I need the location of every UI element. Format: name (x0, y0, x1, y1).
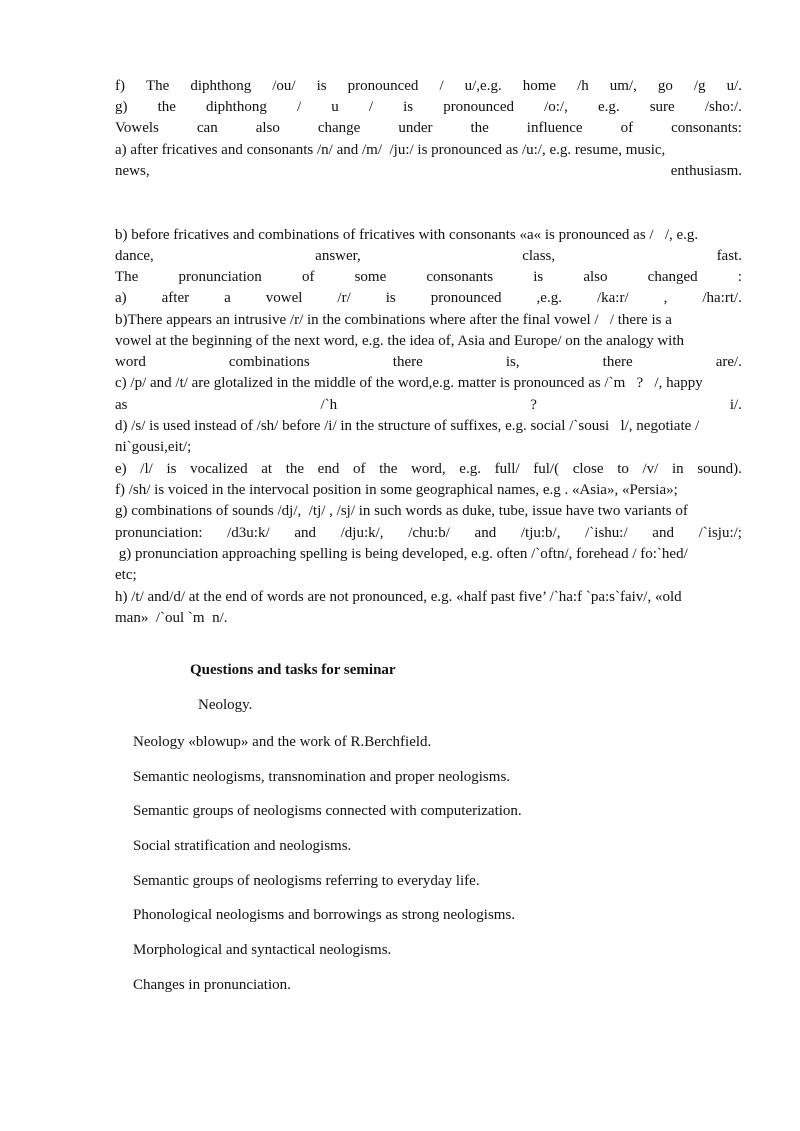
line-word: consonants: (671, 120, 742, 136)
line-word: /g (693, 78, 706, 94)
line-word: um/, (609, 78, 637, 94)
line-word: and (294, 525, 316, 541)
line-word: the (157, 99, 176, 115)
line-word: are/. (715, 354, 742, 370)
line-word: there (602, 354, 633, 370)
text-line: c) /p/ and /t/ are glotalized in the middle of the word,e.g. matter is pronounced as /`m ? /, happy (115, 375, 703, 391)
text-line: b)There appears an intrusive /r/ in the combinations where after the final vowel / / there is a (115, 312, 672, 328)
line-word: /tju:b/, (520, 525, 561, 541)
line-word: after (161, 290, 190, 306)
line-word: /ou/ (272, 78, 296, 94)
line-word: and (474, 525, 497, 541)
text-line: h) /t/ and/d/ at the end of words are not pronounced, e.g. «half past five’ /`ha:f `pa:s`faiv/, «old (115, 589, 682, 605)
line-word: the (470, 120, 489, 136)
line-word: sound). (697, 461, 742, 477)
line-word: /h (577, 78, 589, 94)
line-word: u/. (726, 78, 742, 94)
line-word: g) (115, 99, 128, 115)
line-word: ful/( (533, 461, 560, 477)
seminar-question-item: Neology «blowup» and the work of R.Berchfield. (133, 734, 432, 750)
line-word: /ha:rt/. (702, 290, 742, 306)
seminar-heading: Questions and tasks for seminar (190, 662, 396, 678)
line-word: change (317, 120, 361, 136)
line-word: there (392, 354, 423, 370)
line-word: f) (115, 78, 125, 94)
line-word: vowel (265, 290, 303, 306)
line-word: combinations (228, 354, 310, 370)
text-line: g) pronunciation approaching spelling is being developed, e.g. often /`oftn/, forehead / fo:`hed/ (115, 546, 688, 562)
text-line (115, 395, 742, 416)
line-word: ? (530, 397, 537, 413)
line-word: /o:/, (544, 99, 568, 115)
line-word: the (285, 461, 305, 477)
line-word: in (671, 461, 684, 477)
line-word: full/ (494, 461, 520, 477)
text-line: vowel at the beginning of the next word, e.g. the idea of, Asia and Europe/ on the analogy with (115, 333, 685, 349)
line-word: of (352, 461, 366, 477)
line-word: / (439, 78, 444, 94)
line-word: The (146, 78, 170, 94)
line-word: and (652, 525, 674, 541)
line-word: of (301, 269, 315, 285)
line-word: to (617, 461, 629, 477)
line-word: ,e.g. (536, 290, 562, 306)
line-word: answer, (315, 248, 361, 264)
line-word: /dju:k/, (340, 525, 384, 541)
text-line (115, 288, 742, 309)
line-word: /`ishu:/ (585, 525, 628, 541)
text-line (115, 161, 742, 182)
line-word: / (368, 99, 373, 115)
line-word: consonants (426, 269, 494, 285)
seminar-question-item: Semantic groups of neologisms referring to everyday life. (133, 873, 480, 889)
line-word: : (737, 269, 742, 285)
line-word: e.g. (597, 99, 620, 115)
line-word: e) (115, 461, 127, 477)
line-word: is (385, 290, 396, 306)
line-word: /chu:b/ (408, 525, 450, 541)
text-line (115, 246, 742, 267)
line-word: of (620, 120, 634, 136)
line-word: end (317, 461, 340, 477)
line-word: a) (115, 290, 127, 306)
seminar-question-item: Morphological and syntactical neologisms. (133, 942, 392, 958)
line-word: sure (649, 99, 675, 115)
line-word: under (398, 120, 433, 136)
line-word: word (115, 354, 146, 370)
line-word: pronunciation: (115, 525, 203, 541)
line-word: u/,e.g. (464, 78, 502, 94)
text-line (115, 97, 742, 118)
line-word: i/. (729, 397, 742, 413)
line-word: is (316, 78, 327, 94)
text-line (115, 352, 742, 373)
line-word: class, (522, 248, 556, 264)
text-line: d) /s/ is used instead of /sh/ before /i/ in the structure of suffixes, e.g. social /`sousi l/, negotiate / (115, 418, 700, 434)
line-word: e.g. (459, 461, 481, 477)
line-word: is (166, 461, 177, 477)
line-word: The (115, 269, 139, 285)
line-word: / (296, 99, 302, 115)
line-word: news, (115, 163, 150, 179)
line-word: word, (411, 461, 446, 477)
line-word: diphthong (190, 78, 252, 94)
line-word: a (224, 290, 231, 306)
text-line: a) after fricatives and consonants /n/ and /m/ /ju:/ is pronounced as /u:/, e.g. resume, music, (115, 142, 666, 158)
seminar-question-item: Changes in pronunciation. (133, 977, 291, 993)
seminar-question-item: Social stratification and neologisms. (133, 838, 352, 854)
text-line: b) before fricatives and combinations of fricatives with consonants «a« is pronounced as / /, e.g. (115, 227, 699, 243)
line-word: /d3u:k/ (227, 525, 270, 541)
line-word: pronounced (443, 99, 514, 115)
text-line: f) /sh/ is voiced in the intervocal position in some geographical names, e.g . «Asia», «Persia»; (115, 482, 678, 498)
seminar-question-item: Semantic neologisms, transnomination and proper neologisms. (133, 769, 511, 785)
text-line (115, 523, 742, 544)
seminar-topic: Neology. (198, 697, 253, 713)
line-word: also (255, 120, 280, 136)
text-line (115, 76, 742, 97)
text-line (115, 118, 742, 139)
line-word: /v/ (642, 461, 659, 477)
line-word: is (403, 99, 414, 115)
seminar-question-item: Semantic groups of neologisms connected with computerization. (133, 803, 522, 819)
text-line (115, 459, 742, 480)
line-word: at (261, 461, 273, 477)
line-word: /l/ (140, 461, 153, 477)
line-word: influence (526, 120, 583, 136)
line-word: /`isju:/; (698, 525, 742, 541)
line-word: close (572, 461, 604, 477)
line-word: /ka:r/ (596, 290, 629, 306)
line-word: /`h (320, 397, 338, 413)
line-word: home (522, 78, 557, 94)
text-line (115, 267, 742, 288)
line-word: pronounced (430, 290, 502, 306)
line-word: some (354, 269, 387, 285)
line-word: can (196, 120, 218, 136)
line-word: Vowels (115, 120, 159, 136)
line-word: is (533, 269, 544, 285)
line-word: the (379, 461, 398, 477)
line-word: as (115, 397, 128, 413)
line-word: u (331, 99, 339, 115)
seminar-question-item: Phonological neologisms and borrowings as strong neologisms. (133, 907, 516, 923)
text-line: ni`gousi,eit/; (115, 439, 192, 455)
text-line: g) combinations of sounds /dj/, /tj/ , /sj/ in such words as duke, tube, issue have two variants of (115, 503, 688, 519)
line-word: pronunciation (178, 269, 262, 285)
line-word: go (657, 78, 673, 94)
text-line: man» /`oul `m n/. (115, 610, 228, 626)
line-word: vocalized (190, 461, 248, 477)
line-word: enthusiasm. (670, 163, 742, 179)
line-word: /r/ (337, 290, 351, 306)
line-word: dance, (115, 248, 154, 264)
line-word: pronounced (347, 78, 419, 94)
line-word: diphthong (206, 99, 267, 115)
text-line: etc; (115, 567, 137, 583)
line-word: is, (505, 354, 520, 370)
line-word: /sho:/. (704, 99, 742, 115)
line-word: changed (647, 269, 698, 285)
line-word: , (663, 290, 668, 306)
line-word: fast. (716, 248, 742, 264)
line-word: also (583, 269, 608, 285)
